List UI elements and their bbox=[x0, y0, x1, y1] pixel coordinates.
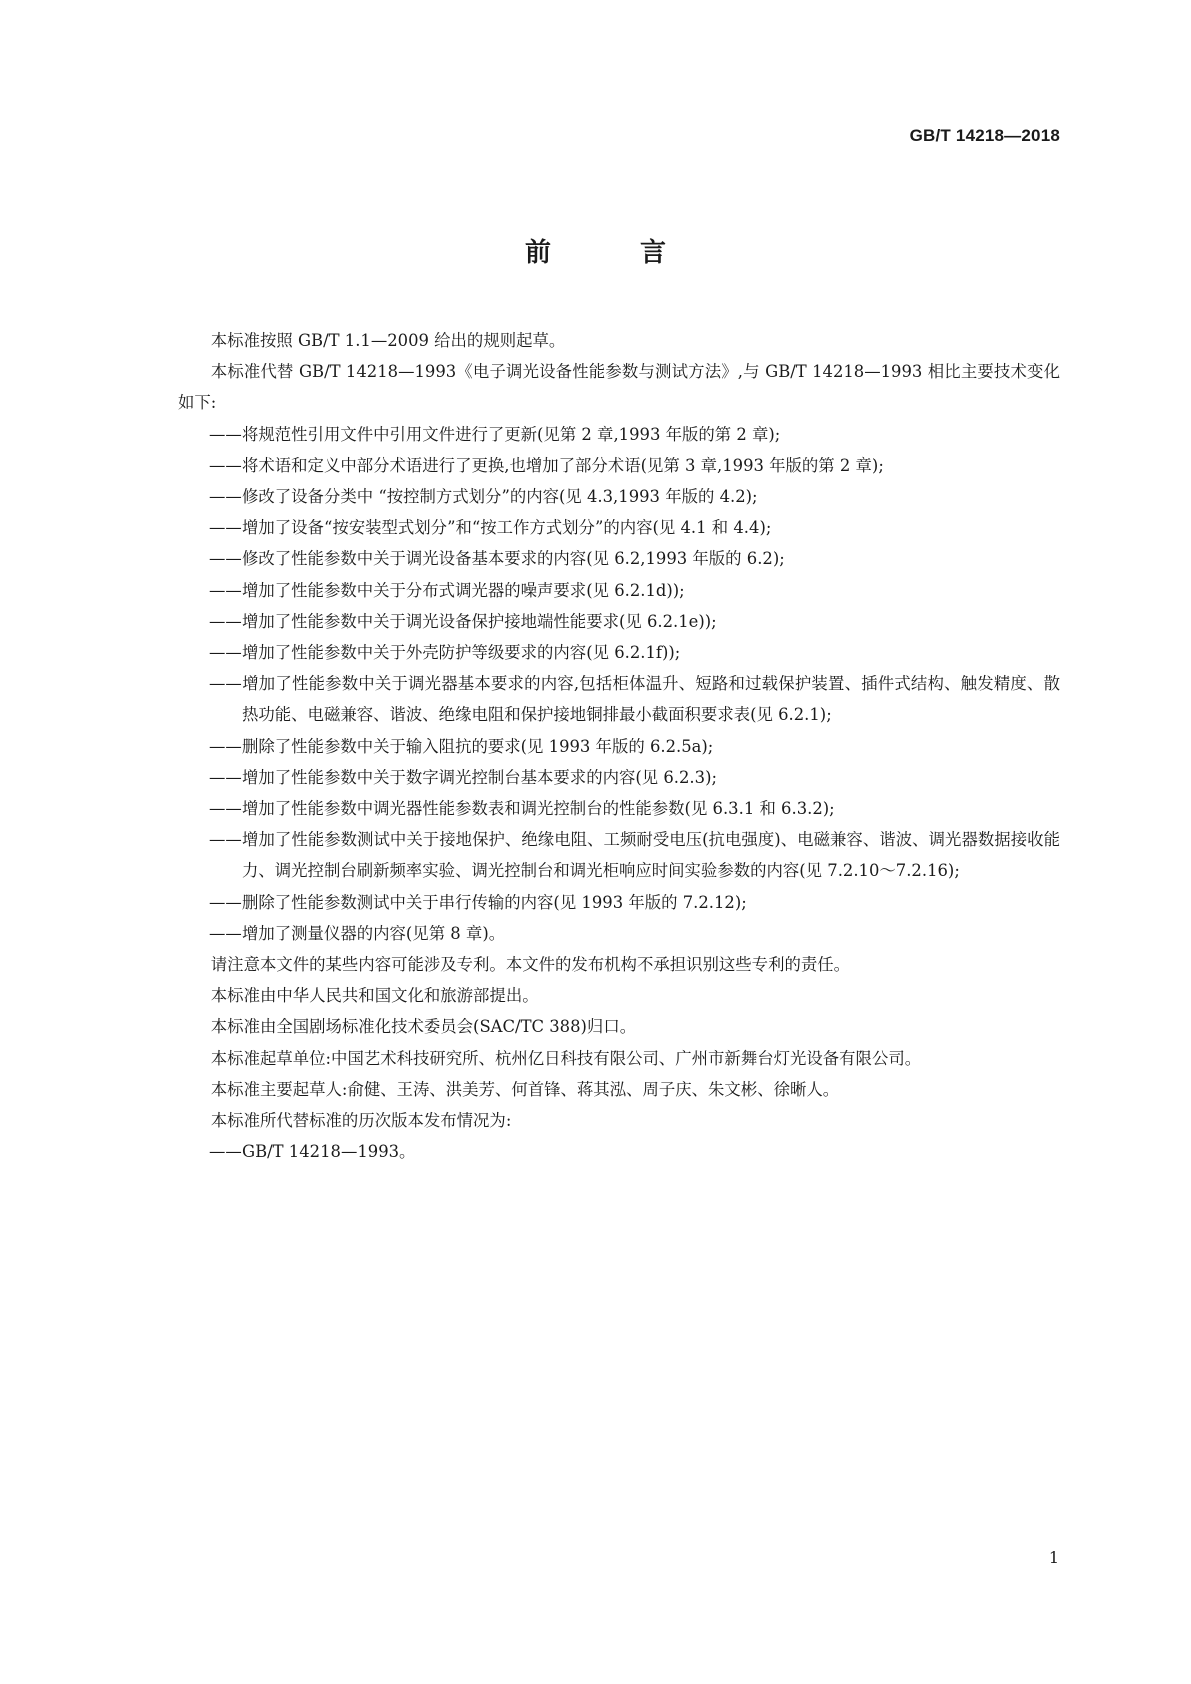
page-title: 前 言 bbox=[524, 238, 707, 268]
list-item bbox=[209, 543, 1060, 574]
paragraph: 请注意本文件的某些内容可能涉及专利。本文件的发布机构不承担识别这些专利的责任。 bbox=[210, 955, 851, 975]
list-item-text: 删除了性能参数测试中关于串行传输的内容(见 1993 年版的 7.2.12); bbox=[242, 892, 747, 912]
list-item-text: 增加了性能参数中关于调光设备保护接地端性能要求(见 6.2.1e)); bbox=[242, 611, 717, 631]
list-item-text: 将术语和定义中部分术语进行了更换,也增加了部分术语(见第 3 章,1993 年版的第 2 章); bbox=[242, 455, 884, 475]
list-item bbox=[209, 575, 1060, 606]
list-item bbox=[209, 668, 1060, 730]
dash-marker: —— bbox=[209, 1142, 242, 1162]
dash-marker: —— bbox=[209, 923, 242, 943]
list-item bbox=[209, 731, 1060, 762]
list-item bbox=[209, 419, 1060, 450]
history-item bbox=[209, 1136, 1060, 1167]
list-item bbox=[209, 887, 1060, 918]
paragraph: 本标准由全国剧场标准化技术委员会(SAC/TC 388)归口。 bbox=[210, 1017, 637, 1037]
list-item bbox=[209, 762, 1060, 793]
dash-marker: —— bbox=[209, 424, 242, 444]
list-item-text: 修改了性能参数中关于调光设备基本要求的内容(见 6.2,1993 年版的 6.2); bbox=[242, 549, 785, 569]
list-item bbox=[209, 481, 1060, 512]
dash-marker: —— bbox=[209, 487, 242, 507]
dash-marker: —— bbox=[209, 455, 242, 475]
paragraph: 本标准按照 GB/T 1.1—2009 给出的规则起草。 bbox=[210, 331, 566, 350]
page-number: 1 bbox=[1048, 1548, 1059, 1567]
dash-marker: —— bbox=[209, 549, 242, 569]
list-item-text: 修改了设备分类中 “按控制方式划分”的内容(见 4.3,1993 年版的 4.2); bbox=[242, 487, 758, 507]
list-item-text: 增加了设备“按安装型式划分”和“按工作方式划分”的内容(见 4.1 和 4.4); bbox=[242, 518, 772, 538]
dash-marker: —— bbox=[209, 767, 242, 787]
dash-marker: —— bbox=[209, 799, 242, 819]
list-item bbox=[209, 606, 1060, 637]
list-item-text: 增加了性能参数中关于数字调光控制台基本要求的内容(见 6.2.3); bbox=[242, 767, 717, 787]
dash-marker: —— bbox=[209, 580, 242, 600]
paragraph: 本标准起草单位:中国艺术科技研究所、杭州亿日科技有限公司、广州市新舞台灯光设备有限公司。 bbox=[210, 1048, 922, 1068]
paragraph: 本标准代替 GB/T 14218—1993《电子调光设备性能参数与测试方法》,与 GB/T 14218—1993 相比主要技术变化如下: bbox=[178, 362, 1060, 413]
list-item-text: 增加了性能参数中调光器性能参数表和调光控制台的性能参数(见 6.3.1 和 6.3.2); bbox=[242, 799, 835, 819]
history-item-text: GB/T 14218—1993。 bbox=[242, 1142, 416, 1162]
list-item-text: 删除了性能参数中关于输入阻抗的要求(见 1993 年版的 6.2.5a); bbox=[242, 736, 714, 756]
dash-marker: —— bbox=[209, 518, 242, 538]
dash-marker: —— bbox=[209, 736, 242, 756]
list-item-text: 增加了性能参数中关于外壳防护等级要求的内容(见 6.2.1f)); bbox=[242, 643, 681, 663]
list-item bbox=[209, 450, 1060, 481]
paragraph: 本标准所代替标准的历次版本发布情况为: bbox=[210, 1111, 512, 1131]
paragraph: 本标准由中华人民共和国文化和旅游部提出。 bbox=[210, 986, 539, 1006]
dash-marker: —— bbox=[209, 674, 242, 694]
standard-number: GB/T 14218—2018 bbox=[909, 126, 1060, 145]
list-item-text: 增加了性能参数测试中关于接地保护、绝缘电阻、工频耐受电压(抗电强度)、电磁兼容、谐波、调光器数据接收能力、调光控制台刷新频率实验、调光控制台和调光柜响应时间实验参数的内容(见 7.2.10～7.2.16); bbox=[242, 830, 1060, 881]
list-item bbox=[209, 793, 1060, 824]
list-item bbox=[209, 512, 1060, 543]
list-item bbox=[209, 637, 1060, 668]
dash-marker: —— bbox=[209, 611, 242, 631]
list-item bbox=[209, 918, 1060, 949]
list-item bbox=[209, 824, 1060, 886]
list-item-text: 将规范性引用文件中引用文件进行了更新(见第 2 章,1993 年版的第 2 章); bbox=[242, 424, 781, 444]
list-item-text: 增加了性能参数中关于调光器基本要求的内容,包括柜体温升、短路和过载保护装置、插件式结构、触发精度、散热功能、电磁兼容、谐波、绝缘电阻和保护接地铜排最小截面积要求表(见 6.2.1); bbox=[242, 674, 1060, 725]
dash-marker: —— bbox=[209, 830, 242, 850]
list-item-text: 增加了性能参数中关于分布式调光器的噪声要求(见 6.2.1d)); bbox=[242, 580, 685, 600]
dash-marker: —— bbox=[209, 892, 242, 912]
dash-marker: —— bbox=[209, 643, 242, 663]
list-item-text: 增加了测量仪器的内容(见第 8 章)。 bbox=[242, 923, 506, 943]
paragraph: 本标准主要起草人:俞健、王涛、洪美芳、何首锋、蒋其泓、周子庆、朱文彬、徐晰人。 bbox=[210, 1079, 840, 1099]
foreword-body bbox=[178, 325, 1060, 1167]
